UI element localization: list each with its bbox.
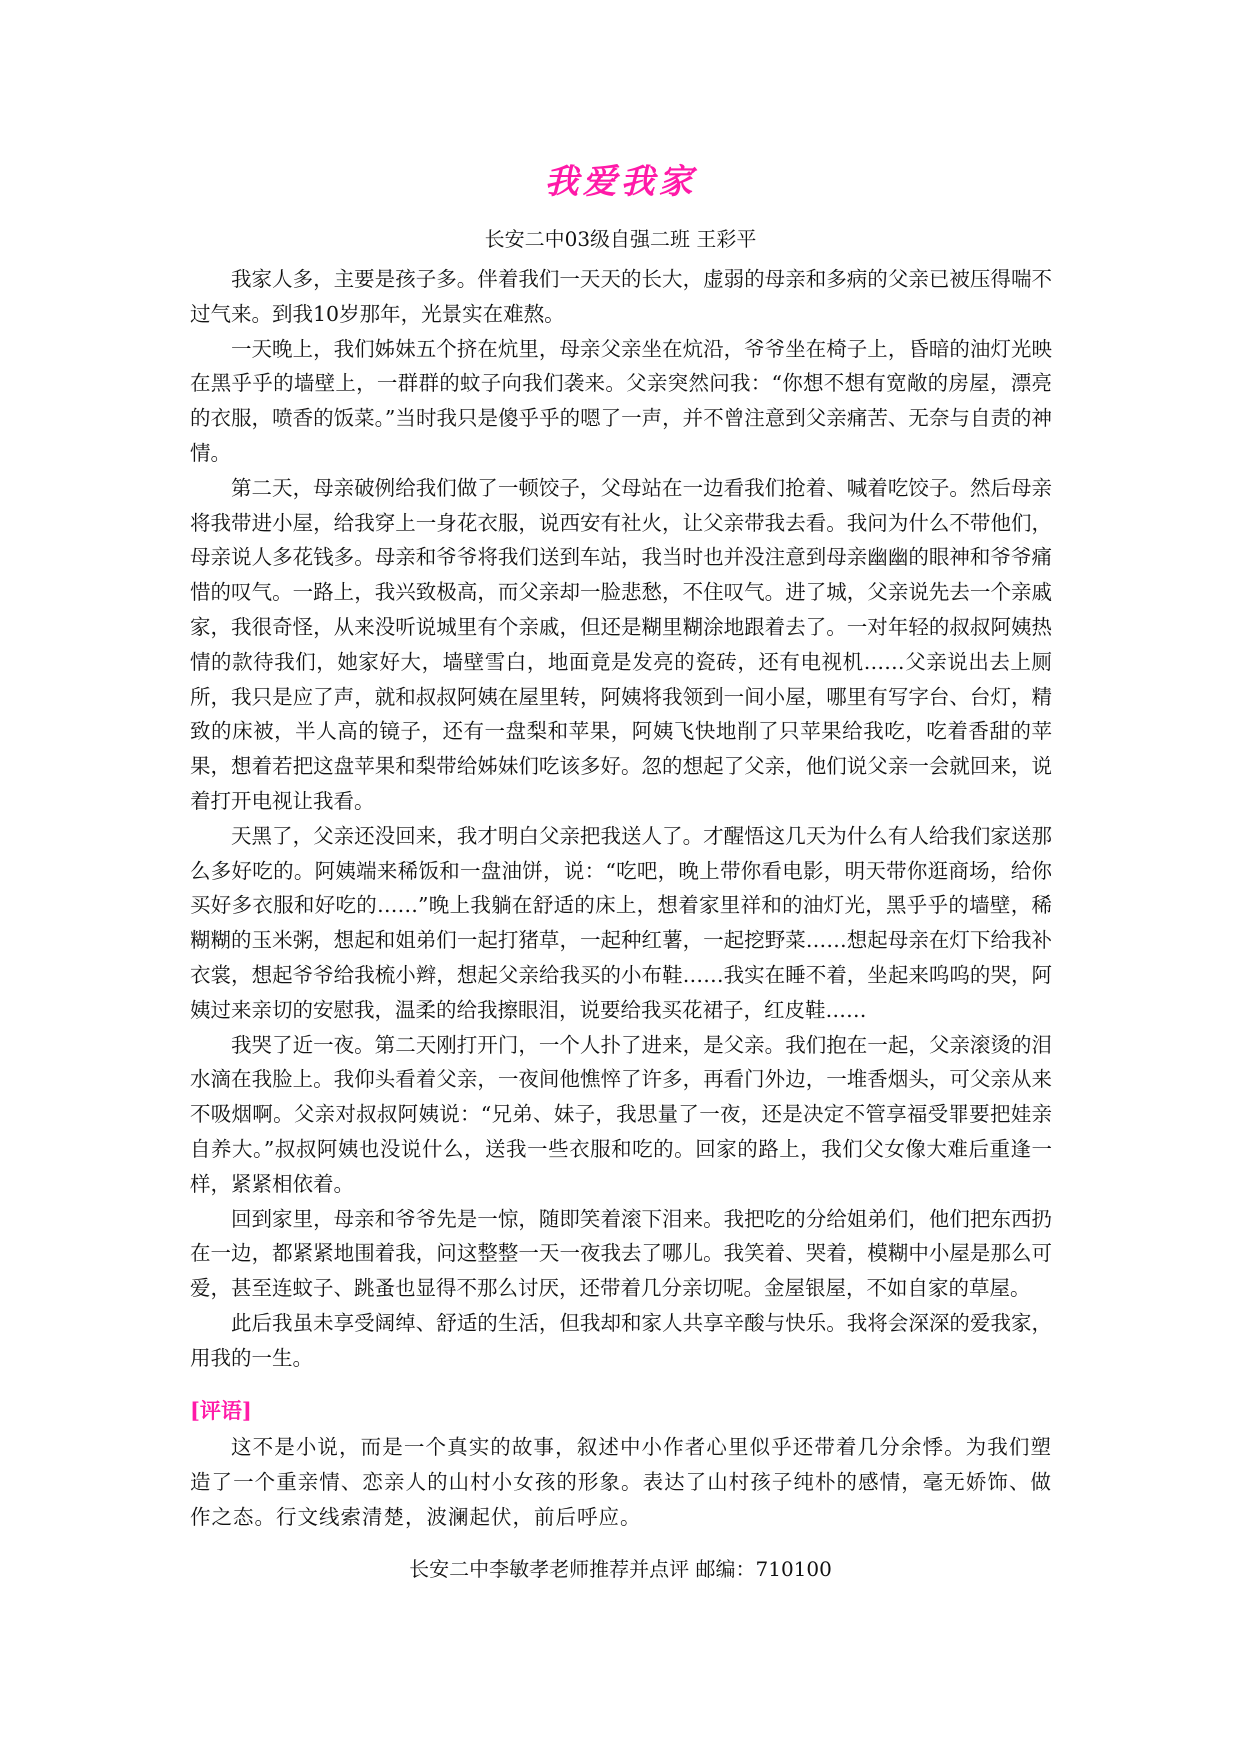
essay-paragraph: 回到家里，母亲和爷爷先是一惊，随即笑着滚下泪来。我把吃的分给姐弟们，他们把东西扔在一边，都紧紧地围着我，问这整整一天一夜我去了哪儿。我笑着、哭着，模糊中小屋是那么可爱，甚至连蚊子、跳蚤也显得不那么讨厌，还带着几分亲切呢。金屋银屋，不如自家的草屋。 [190, 1206, 1052, 1301]
document-title: 我爱我家 [544, 162, 697, 202]
essay-paragraph: 我哭了近一夜。第二天刚打开门，一个人扑了进来，是父亲。我们抱在一起，父亲滚烫的泪水滴在我脸上。我仰头看着父亲，一夜间他憔悴了许多，再看门外边，一堆香烟头，可父亲从来不吸烟啊。父亲对叔叔阿姨说：“兄弟、妹子，我思量了一夜，还是决定不管享福受罪要把娃亲自养大。”叔叔阿姨也没说什么，送我一些衣服和吃的。回家的路上，我们父女像大难后重逢一样，紧紧相依着。 [190, 1032, 1052, 1196]
essay-paragraph: 第二天，母亲破例给我们做了一顿饺子，父母站在一边看我们抢着、喊着吃饺子。然后母亲将我带进小屋，给我穿上一身花衣服，说西安有社火，让父亲带我去看。我问为什么不带他们，母亲说人多花钱多。母亲和爷爷将我们送到车站，我当时也并没注意到母亲幽幽的眼神和爷爷痛惜的叹气。一路上，我兴致极高，而父亲却一脸悲愁，不住叹气。进了城，父亲说先去一个亲戚家，我很奇怪，从来没听说城里有个亲戚，但还是糊里糊涂地跟着去了。一对年轻的叔叔阿姨热情的款待我们，她家好大，墙壁雪白，地面竟是发亮的瓷砖，还有电视机……父亲说出去上厕所，我只是应了声，就和叔叔阿姨在屋里转，阿姨将我领到一间小屋，哪里有写字台、台灯，精致的床被，半人高的镜子，还有一盘梨和苹果，阿姨飞快地削了只苹果给我吃，吃着香甜的苹果，想着若把这盘苹果和梨带给姊妹们吃该多好。忽的想起了父亲，他们说父亲一会就回来，说着打开电视让我看。 [190, 475, 1052, 813]
essay-paragraph: 一天晚上，我们姊妹五个挤在炕里，母亲父亲坐在炕沿，爷爷坐在椅子上，昏暗的油灯光映在黑乎乎的墙壁上，一群群的蚊子向我们袭来。父亲突然问我：“你想不想有宽敞的房屋，漂亮的衣服，喷香的饭菜。”当时我只是傻乎乎的嗯了一声，并不曾注意到父亲痛苦、无奈与自责的神情。 [190, 336, 1052, 465]
review-text: 这不是小说，而是一个真实的故事，叙述中小作者心里似乎还带着几分余悸。为我们塑造了一个重亲情、恋亲人的山村小女孩的形象。表达了山村孩子纯朴的感情，毫无娇饰、做作之态。行文线索清楚，波澜起伏，前后呼应。 [190, 1435, 1052, 1529]
footer-credit: 长安二中李敏孝老师推荐并点评 邮编：710100 [409, 1557, 832, 1581]
essay-paragraph: 天黑了，父亲还没回来，我才明白父亲把我送人了。才醒悟这几天为什么有人给我们家送那么多好吃的。阿姨端来稀饭和一盘油饼，说：“吃吧，晚上带你看电影，明天带你逛商场，给你买好多衣服和好吃的……”晚上我躺在舒适的床上，想着家里祥和的油灯光，黑乎乎的墙壁，稀糊糊的玉米粥，想起和姐弟们一起打猪草，一起种红薯，一起挖野菜……想起母亲在灯下给我补衣裳，想起爷爷给我梳小辫，想起父亲给我买的小布鞋……我实在睡不着，坐起来呜呜的哭，阿姨过来亲切的安慰我，温柔的给我擦眼泪，说要给我买花裙子，红皮鞋…… [190, 823, 1052, 1022]
author-byline: 长安二中03级自强二班 王彩平 [484, 227, 757, 251]
essay-paragraph: 我家人多，主要是孩子多。伴着我们一天天的长大，虚弱的母亲和多病的父亲已被压得喘不过气来。到我10岁那年，光景实在难熬。 [190, 267, 1052, 326]
essay-paragraph: 此后我虽未享受阔绰、舒适的生活，但我却和家人共享辛酸与快乐。我将会深深的爱我家，用我的一生。 [190, 1310, 1052, 1370]
review-label: [评语] [190, 1398, 252, 1423]
essay-body [190, 262, 1052, 1376]
